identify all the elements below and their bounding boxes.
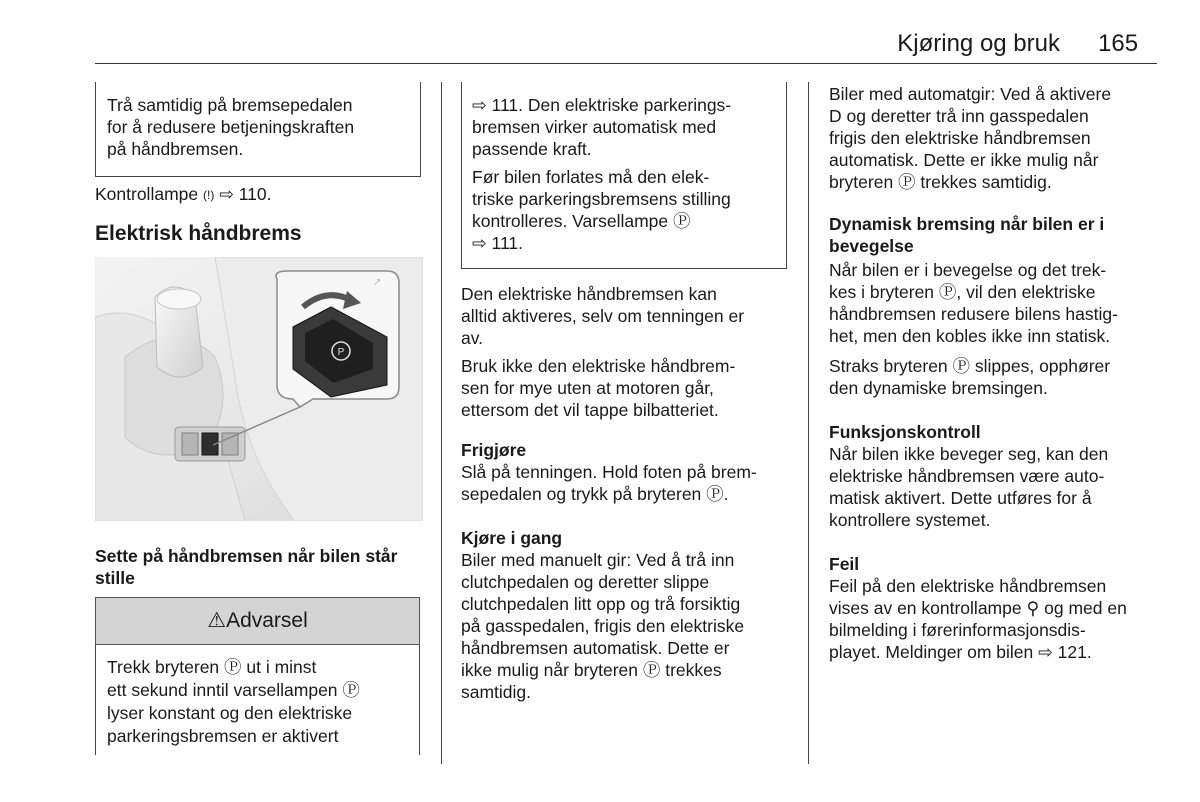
header-rule [95, 63, 1157, 64]
kontroll-text: Kontrollampe [95, 184, 203, 204]
body-line: ettersom det vil tappe bilbatteriet. [461, 400, 719, 420]
svg-text:↗: ↗ [373, 277, 382, 288]
warning-header [95, 597, 420, 645]
page-ref-arrow-icon: ⇨ [219, 184, 234, 204]
info-box-right-edge [786, 82, 787, 268]
body-line: D og deretter trå inn gasspedalen [829, 106, 1089, 126]
warning-title: Advarsel [226, 609, 308, 632]
info-box-left-edge [461, 82, 462, 268]
body-line: kontrollere systemet. [829, 510, 991, 530]
warning-line: ett sekund inntil varsellampen Ⓟ [107, 680, 360, 700]
page-ref: 110. [233, 184, 272, 204]
warning-line: parkeringsbremsen er aktivert [107, 726, 339, 746]
warning-box-left-edge [95, 645, 96, 755]
section-title: Elektrisk håndbrems [95, 222, 302, 245]
info-line: kontrolleres. Varsellampe Ⓟ [472, 211, 691, 231]
running-header: Kjøring og bruk [897, 30, 1060, 57]
parking-brake-switch-illustration [95, 257, 423, 521]
page-number: 165 [1098, 30, 1139, 57]
info-line: triske parkeringsbremsens stilling [472, 189, 731, 209]
note-line: Trå samtidig på bremsepedalen [107, 95, 353, 115]
svg-text:P: P [337, 347, 345, 358]
note-line: på håndbremsen. [107, 139, 244, 159]
body-line: bilmelding i førerinformasjonsdis- [829, 620, 1086, 640]
body-line: Straks bryteren Ⓟ slippes, opphører [829, 356, 1111, 376]
dynamisk-heading: bevegelse [829, 236, 914, 256]
column-divider-1 [441, 82, 442, 764]
sub-heading-line: Sette på håndbremsen når bilen står [95, 546, 398, 566]
body-line: frigis den elektriske håndbremsen [829, 128, 1091, 148]
info-line: ⇨ 111. Den elektriske parkerings- [472, 95, 732, 115]
body-line: vises av en kontrollampe ⚲ og med en [829, 598, 1127, 618]
warning-line: lyser konstant og den elektriske [107, 703, 353, 723]
frigjore-heading: Frigjøre [461, 440, 527, 460]
body-line: Når bilen er i bevegelse og det trek- [829, 260, 1107, 280]
info-line: passende kraft. [472, 139, 592, 159]
info-box-bottom-edge [461, 268, 787, 269]
body-line: Biler med automatgir: Ved å aktivere [829, 84, 1112, 104]
info-line: ⇨ 111. [472, 233, 523, 253]
body-line: sepedalen og trykk på bryteren Ⓟ. [461, 484, 729, 504]
body-line: Den elektriske håndbremsen kan [461, 284, 717, 304]
body-line: på gasspedalen, frigis den elektriske [461, 616, 745, 636]
note-line: for å redusere betjeningskraften [107, 117, 355, 137]
body-line: sen for mye uten at motoren går, [461, 378, 714, 398]
body-line: alltid aktiveres, selv om tenningen er [461, 306, 745, 326]
kjore-heading: Kjøre i gang [461, 528, 563, 548]
column-divider-2 [808, 82, 809, 764]
info-line: Før bilen forlates må den elek- [472, 167, 710, 187]
note-box-left-edge [95, 82, 96, 176]
body-line: playet. Meldinger om bilen ⇨ 121. [829, 642, 1092, 662]
body-line: Bruk ikke den elektriske håndbrem- [461, 356, 736, 376]
body-line: Når bilen ikke beveger seg, kan den [829, 444, 1109, 464]
kontroll-lampe-line [95, 183, 271, 206]
brake-warning-icon: (!) [202, 188, 215, 202]
warning-line: Trekk bryteren Ⓟ ut i minst [107, 657, 317, 677]
body-line: håndbremsen redusere bilens hastig- [829, 304, 1118, 324]
body-line: matisk aktivert. Dette utføres for å [829, 488, 1092, 508]
body-line: håndbremsen automatisk. Dette er [461, 638, 730, 658]
sub-heading-line: stille [95, 568, 135, 588]
body-line: den dynamiske bremsingen. [829, 378, 1048, 398]
body-line: av. [461, 328, 484, 348]
feil-heading: Feil [829, 554, 860, 574]
body-line: clutchpedalen og deretter slippe [461, 572, 710, 592]
warning-triangle-icon: ⚠ [207, 609, 227, 632]
body-line: kes i bryteren Ⓟ, vil den elektriske [829, 282, 1096, 302]
body-line: ikke mulig når bryteren Ⓟ trekkes [461, 660, 722, 680]
note-box-right-edge [420, 82, 421, 176]
body-line: elektriske håndbremsen være auto- [829, 466, 1105, 486]
funksjonskontroll-heading: Funksjonskontroll [829, 422, 981, 442]
note-box-bottom-edge [95, 176, 421, 177]
body-line: het, men den kobles ikke inn statisk. [829, 326, 1111, 346]
body-line: Feil på den elektriske håndbremsen [829, 576, 1107, 596]
body-line: Biler med manuelt gir: Ved å trå inn [461, 550, 735, 570]
body-line: Slå på tenningen. Hold foten på brem- [461, 462, 757, 482]
body-line: samtidig. [461, 682, 532, 702]
warning-box-right-edge [419, 645, 420, 755]
body-line: automatisk. Dette er ikke mulig når [829, 150, 1099, 170]
body-line: bryteren Ⓟ trekkes samtidig. [829, 172, 1052, 192]
info-line: bremsen virker automatisk med [472, 117, 717, 137]
body-line: clutchpedalen litt opp og trå forsiktig [461, 594, 741, 614]
dynamisk-heading: Dynamisk bremsing når bilen er i [829, 214, 1105, 234]
